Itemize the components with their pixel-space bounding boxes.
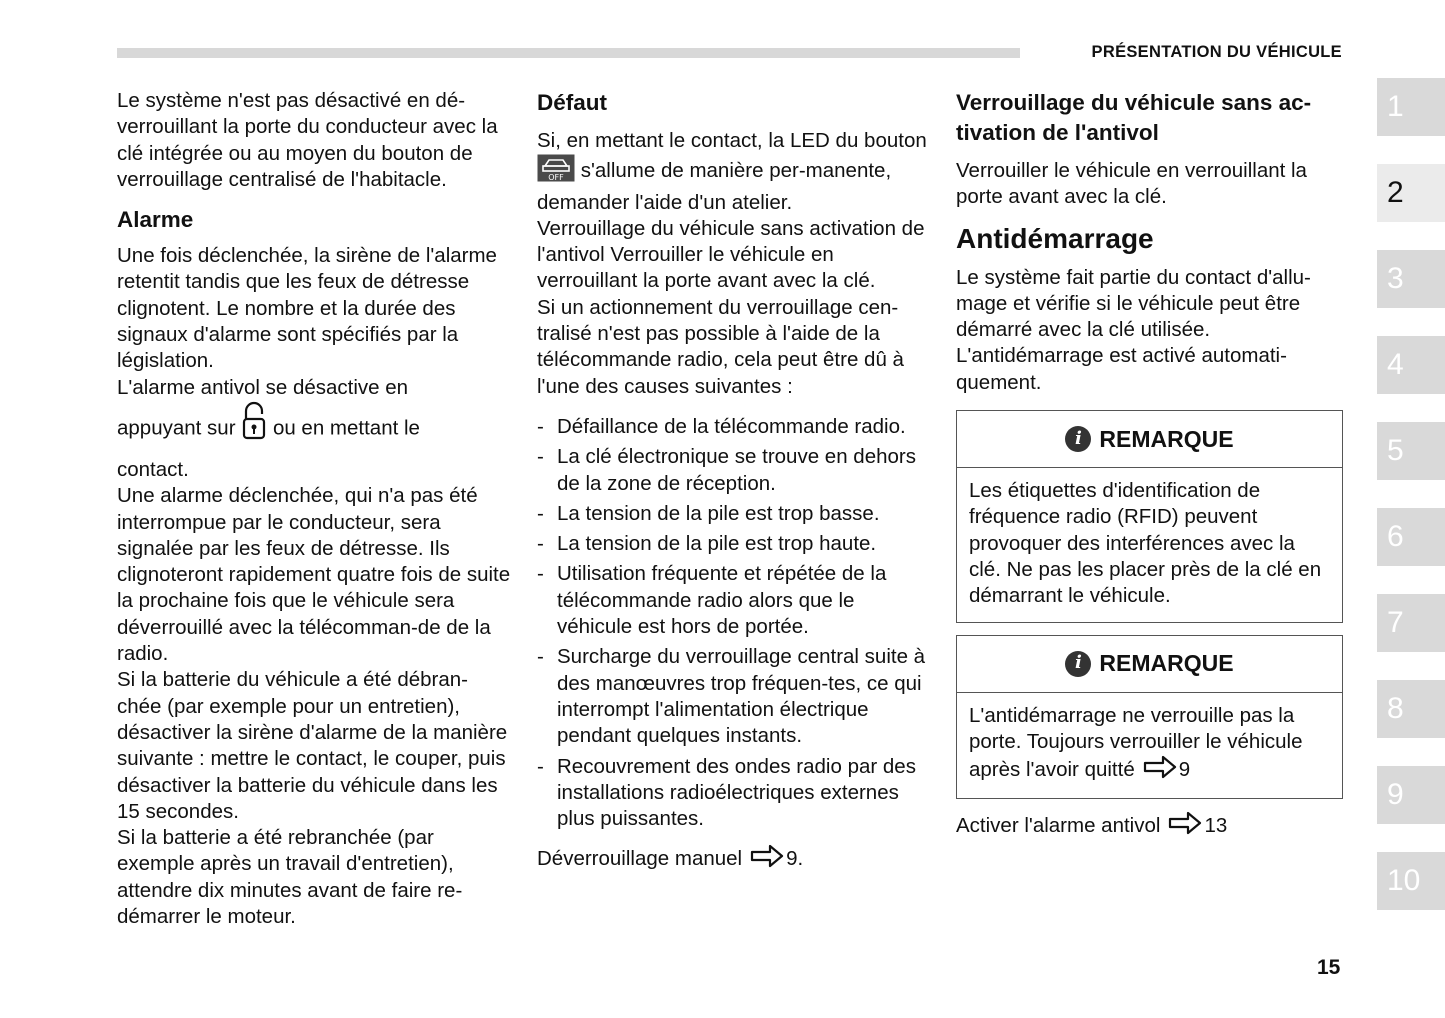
text-fragment: Si, en mettant le contact, la LED du bouton bbox=[537, 129, 927, 152]
chapter-tab-2[interactable]: 2 bbox=[1377, 164, 1445, 222]
paragraph: Le système n'est pas désactivé en dé-verrouillant la porte du conducteur avec la clé intégrée ou au moyen du bouton de verrouillage centralisé de l'habitacle. bbox=[117, 89, 498, 191]
note-body: Les étiquettes d'identification de fréquence radio (RFID) peuvent provoquer des interférences avec la clé. Ne pas les placer près de la clé en démarrant le véhicule. bbox=[969, 479, 1322, 608]
reference-page: 9. bbox=[786, 847, 804, 871]
note-header bbox=[957, 636, 1342, 693]
text-fragment: ou en mettant le bbox=[272, 416, 420, 440]
chapter-tab-5[interactable]: 5 bbox=[1377, 422, 1445, 480]
unlock-icon bbox=[241, 401, 267, 457]
column-1 bbox=[117, 88, 512, 930]
causes-list bbox=[537, 414, 932, 832]
reference-arrow-icon bbox=[1143, 755, 1177, 786]
list-item: - La tension de la pile est trop haute. bbox=[537, 531, 932, 557]
text-fragment: appuyant sur bbox=[117, 416, 236, 440]
list-item: - La clé électronique se trouve en dehors de la zone de réception. bbox=[537, 444, 932, 497]
chapter-tab-10[interactable]: 10 bbox=[1377, 852, 1445, 910]
list-item: - Surcharge du verrouillage central suite à des manœuvres trop fréquen-tes, ce qui interrompt l'alimentation électrique pendant quelques instants. bbox=[537, 644, 932, 749]
reference-page[interactable]: 9 bbox=[1178, 758, 1191, 782]
heading-verrouillage: Verrouillage du véhicule sans ac-tivation de l'antivol bbox=[956, 90, 1312, 145]
header-bar bbox=[117, 48, 1020, 58]
paragraph: L'antidémarrage est activé automati-quement. bbox=[956, 344, 1287, 394]
list-item: - Défaillance de la télécommande radio. bbox=[537, 414, 932, 440]
paragraph: L'alarme antivol se désactive en bbox=[117, 375, 409, 399]
reference-text: Déverrouillage manuel bbox=[537, 847, 743, 871]
paragraph: Une fois déclenchée, la sirène de l'alarme retentit tandis que les feux de détresse clignotent. Le nombre et la durée des signaux d'alarme sont spécifiés par la législation. bbox=[117, 244, 497, 373]
alarm-off-button-icon bbox=[537, 154, 575, 189]
note-text: L'antidémarrage ne verrouille pas la porte. Toujours verrouiller le véhicule après l'avoir quitté bbox=[969, 703, 1303, 782]
column-3 bbox=[956, 88, 1346, 843]
heading-alarme: Alarme bbox=[117, 207, 194, 233]
note-title: REMARQUE bbox=[1099, 650, 1234, 677]
reference-arrow-icon bbox=[1168, 811, 1202, 842]
list-item: - Utilisation fréquente et répétée de la télécommande radio alors que le véhicule est hors de portée. bbox=[537, 561, 932, 640]
note-title: REMARQUE bbox=[1099, 425, 1234, 452]
reference-arrow-icon bbox=[750, 844, 784, 875]
chapter-tab-8[interactable]: 8 bbox=[1377, 680, 1445, 738]
note-header bbox=[957, 411, 1342, 468]
reference-text: Activer l'alarme antivol bbox=[956, 814, 1161, 838]
page-reference[interactable] bbox=[956, 811, 1346, 842]
chapter-tab-1[interactable]: 1 bbox=[1377, 78, 1445, 136]
note-box bbox=[956, 635, 1343, 800]
paragraph: contact. bbox=[117, 457, 189, 481]
reference-page: 13 bbox=[1204, 814, 1228, 838]
paragraph: Le système fait partie du contact d'allu-mage et vérifie si le véhicule peut être démarré avec la clé utilisée. bbox=[956, 265, 1311, 342]
chapter-tab-7[interactable]: 7 bbox=[1377, 594, 1445, 652]
paragraph-led bbox=[537, 128, 932, 216]
paragraph-lock-line bbox=[117, 401, 512, 457]
paragraph: Une alarme déclenchée, qui n'a pas été interrompue par le conducteur, sera signalée par les feux de détresse. Ils clignoteront rapidement quatre fois de suite la prochaine fois que le véhicule sera déverrouillé avec la télécomman-de de la radio. bbox=[117, 484, 511, 666]
note-body bbox=[957, 693, 1342, 799]
column-2 bbox=[537, 88, 932, 876]
page-number: 15 bbox=[1317, 956, 1341, 979]
chapter-tab-3[interactable]: 3 bbox=[1377, 250, 1445, 308]
paragraph: Verrouillage du véhicule sans activation de l'antivol Verrouiller le véhicule en verrouillant la porte avant avec la clé. bbox=[537, 216, 925, 293]
page-reference[interactable] bbox=[537, 844, 932, 875]
text-fragment: s'allume de manière per-manente, demander l'aide d'un atelier. bbox=[537, 159, 892, 214]
note-box bbox=[956, 410, 1343, 622]
paragraph: Si la batterie du véhicule a été débran-chée (par exemple pour un entretien), désactiver la sirène d'alarme de la manière suivante : mettre le contact, le couper, puis désactiver la batterie du véhicule dans les 15 secondes. bbox=[117, 668, 508, 823]
chapter-tab-4[interactable]: 4 bbox=[1377, 336, 1445, 394]
info-icon: i bbox=[1065, 651, 1091, 677]
paragraph: Si un actionnement du verrouillage cen-tralisé n'est pas possible à l'aide de la télécommande radio, cela peut être dû à l'une des causes suivantes : bbox=[537, 295, 904, 398]
info-icon: i bbox=[1065, 426, 1091, 452]
chapter-tab-9[interactable]: 9 bbox=[1377, 766, 1445, 824]
list-item: - La tension de la pile est trop basse. bbox=[537, 501, 932, 527]
chapter-tab-6[interactable]: 6 bbox=[1377, 508, 1445, 566]
paragraph: Verrouiller le véhicule en verrouillant la porte avant avec la clé. bbox=[956, 159, 1307, 209]
section-title: PRÉSENTATION DU VÉHICULE bbox=[1091, 43, 1342, 61]
svg-text:OFF: OFF bbox=[548, 173, 564, 183]
list-item: - Recouvrement des ondes radio par des installations radioélectriques externes plus puissantes. bbox=[537, 754, 932, 833]
heading-defaut: Défaut bbox=[537, 90, 608, 115]
paragraph: Si la batterie a été rebranchée (par exemple après un travail d'entretien), attendre dix minutes avant de faire re-démarrer le moteur. bbox=[117, 826, 463, 929]
heading-antidemarrage: Antidémarrage bbox=[956, 222, 1154, 254]
